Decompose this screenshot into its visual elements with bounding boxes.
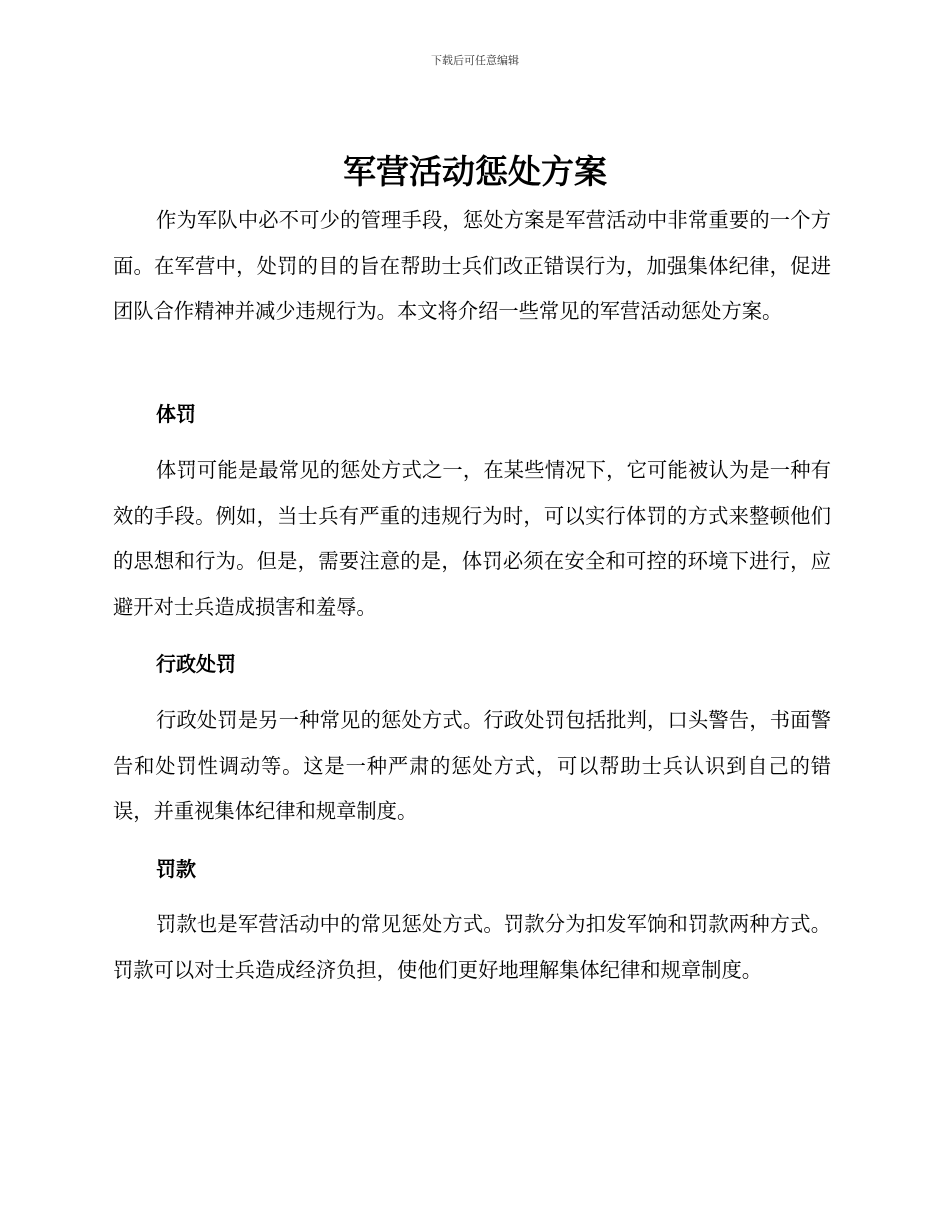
section-heading-corporal-punishment: 体罚 — [156, 402, 196, 426]
section-paragraph-fine: 罚款也是军营活动中的常见惩处方式。罚款分为扣发军饷和罚款两种方式。罚款可以对士兵造成经济负担，使他们更好地理解集体纪律和规章制度。 — [113, 912, 831, 982]
section-paragraph-administrative-penalty: 行政处罚是另一种常见的惩处方式。行政处罚包括批判，口头警告，书面警告和处罚性调动等。这是一种严肃的惩处方式，可以帮助士兵认识到自己的错误，并重视集体纪律和规章制度。 — [113, 708, 831, 823]
section-paragraph-corporal-punishment: 体罚可能是最常见的惩处方式之一，在某些情况下，它可能被认为是一种有效的手段。例如，当士兵有严重的违规行为时，可以实行体罚的方式来整顿他们的思想和行为。但是，需要注意的是，体罚必须在安全和可控的环境下进行，应避开对士兵造成损害和羞辱。 — [113, 458, 831, 619]
section-heading-fine: 罚款 — [156, 857, 196, 881]
page-header-note: 下载后可任意编辑 — [431, 54, 519, 67]
intro-paragraph: 作为军队中必不可少的管理手段，惩处方案是军营活动中非常重要的一个方面。在军营中，处罚的目的旨在帮助士兵们改正错误行为，加强集体纪律，促进团队合作精神并减少违规行为。本文将介绍一些常见的军营活动惩处方案。 — [113, 208, 831, 323]
document-title: 军营活动惩处方案 — [343, 152, 607, 191]
section-heading-administrative-penalty: 行政处罚 — [156, 652, 236, 676]
